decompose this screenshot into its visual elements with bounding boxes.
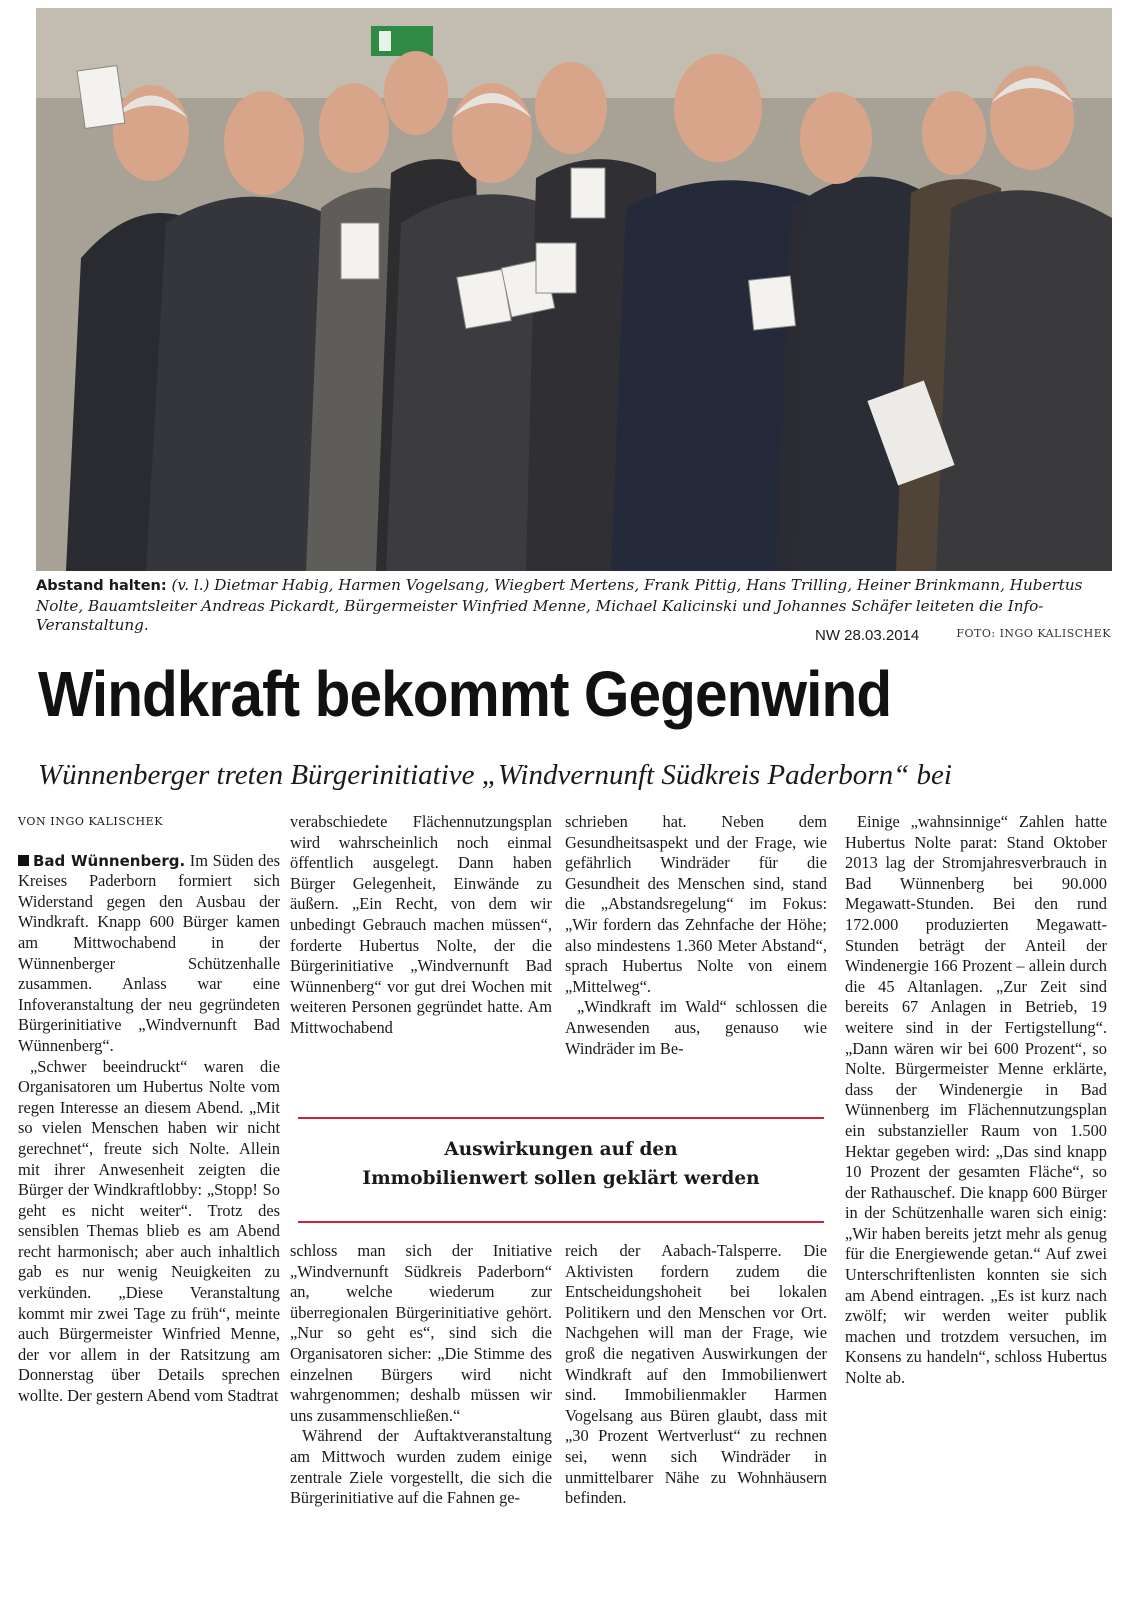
col1-p1-text: Im Süden des Kreises Paderborn formiert sich Widerstand gegen den Ausbau der Windkraft. Knapp 600 Bürger kamen am Mittwochabend in der Wünnenberger Schützenhalle zusammen. Anlass war eine Infoveranstaltung der neu gegründeten Bürgerinitiative „Windvernunft Bad Wünnenberg“. [18, 850, 280, 1055]
intertitle-rule-top [298, 1117, 824, 1119]
col4-paragraph-1: Einige „wahnsinnige“ Zahlen hatte Hubertus Nolte parat: Stand Oktober 2013 lag der Stromjahresverbrauch in Bad Wünnenberg bei 90.000 Megawatt-Stunden. Bei den rund 172.000 produzierten Megawatt-Stunden beträgt der Anteil der Windenergie 166 Prozent – allein durch die 45 Altanlagen. „Zur Zeit sind bereits 67 Anlagen in Betrieb, 19 weitere sind in der Fertigstellung“. „Dann wären wir bei 600 Prozent“, so Nolte. Bürgermeister Menne erklärte, dass der Windenergie in Bad Wünnenberg im Flächennutzungsplan ein substanzieller Raum von 1.500 Hektar gegeben wird: „Das sind knapp 10 Prozent der gesamten Fläche“, so der Rathauschef. Die knapp 600 Bürger in der Schützenhalle waren sich einig: „Wir haben bereits jetzt mehr als genug für die Energiewende getan.“ Auf zwei Unterschriftenlisten konnten sie sich am Abend eintragen. „Es ist kurz nach zwölf; wir werden weiter publik machen und trotzdem versuchen, im Konsens zu handeln“, schloss Hubertus Nolte ab. [845, 812, 1107, 1388]
subheadline: Wünnenberger treten Bürgerinitiative „Windvernunft Südkreis Paderborn“ bei [38, 759, 952, 791]
article-column-2-bottom [290, 1241, 552, 1509]
col3-bottom-paragraph-1: reich der Aabach-Talsperre. Die Aktivisten fordern zudem die Entscheidungshoheit bei lokalen Politikern und den Menschen vor Ort. Nachgehen will man der Frage, wie groß die negativen Auswirkungen der Windkraft auf den Immobilienwert sind. Immobilienmakler Harmen Vogelsang aus Büren glaubt, dass mit „30 Prozent Wertverlust“ zu rechnen sei, wenn sich Windräder in unmittelbarer Nähe zu Wohnhäusern befinden. [565, 1241, 827, 1508]
article-column-3-bottom [565, 1241, 827, 1509]
col2-bottom-paragraph-1: schloss man sich der Initiative „Windvernunft Südkreis Paderborn“ an, welche wiederum zur überregionalen Bürgerinitiative gehört. „Nur so geht es“, sind sich die Organisatoren sicher: „Die Stimme des einzelnen Bürgers wird nicht wahrgenommen; deshalb müssen wir uns zusammenschließen.“ [290, 1241, 552, 1425]
intertitle-box [298, 1117, 824, 1227]
col2-top-paragraph-1: verabschiedete Flächennutzungsplan wird wahrscheinlich noch einmal öffentlich ausgelegt. Dann haben Bürger Gelegenheit, Einwände zu äußern. „Ein Recht, von dem wir unbedingt Gebrauch machen müssen“, forderte Hubertus Nolte, der die Bürgerinitiative „Windvernunft Bad Wünnenberg“ vor gut drei Wochen mit weiteren Personen gegründet hatte. Am Mittwochabend [290, 812, 552, 1037]
intertitle-line-1: Auswirkungen auf den [444, 1139, 678, 1160]
col3-top-paragraph-2: „Windkraft im Wald“ schlossen die Anwesenden aus, genauso wie Windräder im Be- [565, 997, 827, 1058]
headline: Windkraft bekommt Gegenwind [38, 658, 892, 730]
photo-caption [36, 576, 1112, 636]
col3-top-paragraph-1: schrieben hat. Neben dem Gesundheitsaspekt und der Frage, wie gefährlich Windräder für die Gesundheit des Menschen sind, stand die „Abstandsregelung“ im Fokus: „Wir fordern das Zehnfache der Höhe; also mindestens 1.360 Meter Abstand“, sprach Hubertus Nolte von einem „Mittelweg“. [565, 812, 827, 996]
dateline: Bad Wünnenberg. [33, 851, 186, 870]
group-photo [36, 8, 1112, 571]
article-column-2-top [290, 812, 552, 1039]
group-photo-illustration [36, 8, 1112, 571]
intertitle [298, 1135, 824, 1193]
caption-lead: Abstand halten: [36, 578, 167, 594]
byline: VON INGO KALISCHEK [18, 815, 164, 828]
source-date: NW 28.03.2014 [815, 627, 920, 644]
intertitle-line-2: Immobilienwert sollen geklärt werden [362, 1168, 760, 1189]
caption-text: (v. l.) Dietmar Habig, Harmen Vogelsang, Wiegbert Mertens, Frank Pittig, Hans Trilling, Heiner Brinkmann, Hubertus Nolte, Bauamtsleiter Andreas Pickardt, Bürgermeister Winfried Menne, Michael Kalicinski und Johannes Schäfer leiteten die Info-Veranstaltung. [36, 576, 1083, 634]
article-column-1 [18, 812, 280, 1407]
col2-bottom-paragraph-2: Während der Auftaktveranstaltung am Mittwoch wurden zudem einige zentrale Ziele vorgestellt, die sich die Bürgerinitiative auf die Fahnen ge- [290, 1426, 552, 1508]
col1-paragraph-2: „Schwer beeindruckt“ waren die Organisatoren um Hubertus Nolte vom regen Interesse an diesem Abend. „Mit so vielen Menschen haben wir nicht gerechnet“, freute sich Nolte. Allein mit ihrer Anwesenheit zeigten die Bürger der Windkraftlobby: „Stopp! So geht es nicht weiter“. Trotz des sensiblen Themas blieb es am Abend recht harmonisch; aber auch inhaltlich gab es nur wenig Neuigkeiten zu verkünden. „Diese Veranstaltung kommt mir zwei Tage zu früh“, meinte auch Bürgermeister Winfried Menne, der vor allem in der Ratsitzung am Donnerstag über Details sprechen wollte. Der gestern Abend vom Stadtrat [18, 1056, 280, 1406]
article-column-3-top [565, 812, 827, 1059]
article-column-4 [845, 812, 1107, 1389]
intertitle-rule-bottom [298, 1221, 824, 1223]
dateline-marker-icon [18, 855, 29, 866]
col1-paragraph-1 [18, 851, 280, 1057]
photo-credit: FOTO: INGO KALISCHEK [956, 627, 1111, 640]
